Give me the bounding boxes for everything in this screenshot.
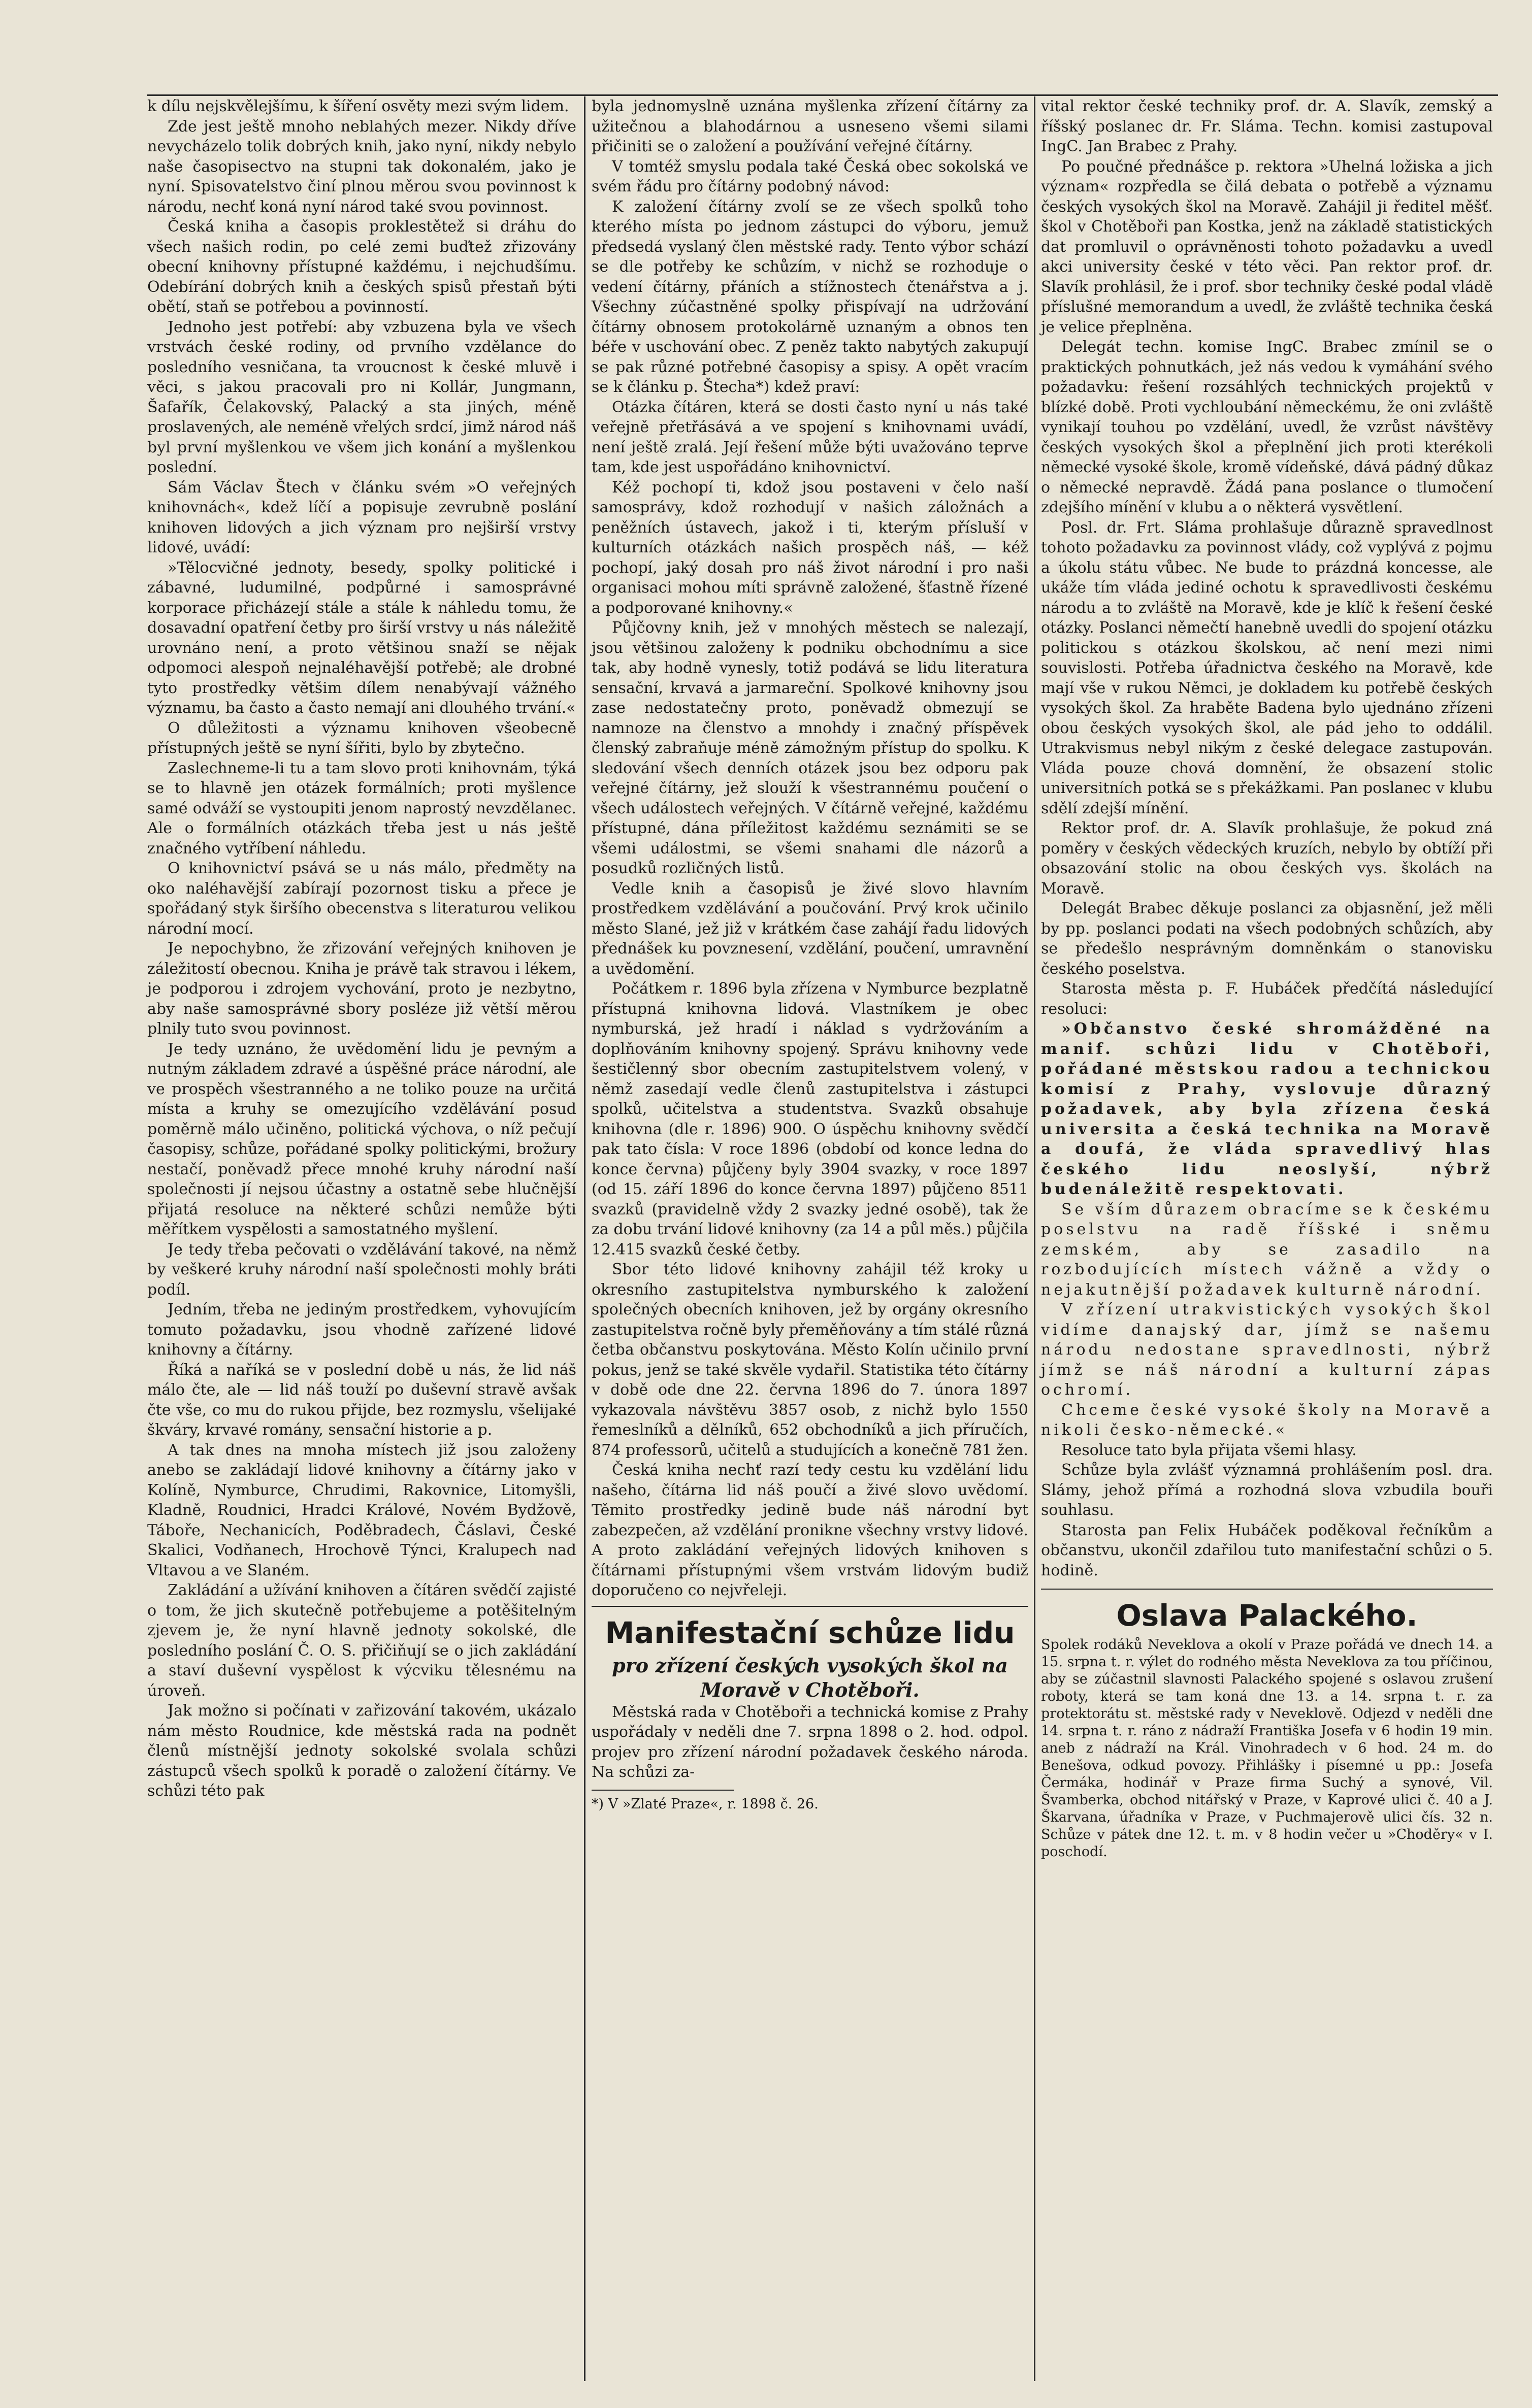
col3-paragraph: Delegát Brabec děkuje poslanci za objasnění, jež měli by pp. poslanci podati na všech podobných schůzích, aby se předešlo nesprávným domněnkám o stanovisku českého poselstva.: [1041, 900, 1493, 978]
col1-paragraph: O knihovnictví psává se u nás málo, předměty na oko naléhavější zabírají pozornost tisku a přece je spořádaný styk širšího obecenstva s literaturou velikou národní mocí.: [147, 860, 576, 938]
col1-paragraph: Je tedy uznáno, že uvědomění lidu je pevným a nutným základem zdravé a úspěšné práce národní, ale ve prospěch všestranného a ne toliko pouze na určitá místa a kruhy se omezujícího vzdělávání posud poměrně málo učiněno, politická výchova, o níž pečují časopisy, schůze, pořádané spolky politickými, brožury nestačí, poněvadž přece mnohé kruhy národní naší společnosti jí nejsou účastny a ostatně sebe hlučnější přijatá resoluce na některé schůzi nemůže býti měřítkem vyspělosti a samostatného myšlení.: [147, 1040, 576, 1238]
col2-paragraph: Kéž pochopí ti, kdož jsou postaveni v čelo naší samosprávy, kdož rozhodují v našich záložnách a peněžních ústavech, jakož i ti, kterým přísluší v kulturních otázkách našich prospěch náš, — kéž pochopí, jaký dosah pro náš život národní i pro naši organisaci mohou míti správně založené, šťastně řízené a podporované knihovny.«: [592, 478, 1028, 617]
col1-paragraph: Jednoho jest potřebí: aby vzbuzena byla ve všech vrstvách české rodiny, od prvního vzdělance do posledního vesničana, ta vroucnost k české mluvě i věci, s jakou pracovali pro ni Kollár, Jungmann, Šafařík, Čelakovský, Palacký a sta jiných, méně proslavených, ale neméně vřelých srdcí, jimž národ náš byl první myšlenkou ve všem jich konání a myšlenkou poslední.: [147, 318, 576, 476]
palacky-text: Spolek rodáků Neveklova a okolí v Praze pořádá ve dnech 14. a 15. srpna t. r. výlet do rodného města Neveklova za tou příčinou, aby se zúčastnil slavnosti Palackého spojené s oslavou zrušení roboty, která se tam koná dne 13. a 14. srpna t. r. za protektorátu st. městské rady v Neveklově. Odjezd v neděli dne 14. srpna t. r. ráno z nádraží Františka Josefa v 6 hodin 19 min. aneb z nádraží na Král. Vinohradech v 6 hod. 24 m. do Benešova, odkud povozy. Přihlášky i písemné u pp.: Josefa Čermáka, hodinář v Praze firma Suchý a synové, Vil. Švamberka, obchod nitářský v Praze, v Kaprové ulici č. 40 a J. Škarvana, úřadníka v Praze, v Puchmajerově ulici čís. 32 n. Schůze v pátek dne 12. t. m. v 8 hodin večer u »Choděry« v I. poschodí.: [1041, 1637, 1493, 1860]
section-rule-3: [1041, 1589, 1493, 1590]
col2-paragraph: Otázka čítáren, která se dosti často nyní u nás také veřejně přetřásává a ve spojení s knihovnami uvádí, není ještě zralá. Její řešení může býti uvažováno teprve tam, kde jest uspořádáno knihovnictví.: [592, 398, 1028, 476]
col1-paragraph: Jedním, třeba ne jediným prostředkem, vyhovujícím tomuto požadavku, jsou vhodně zařízené lidové knihovny a čítárny.: [147, 1301, 576, 1359]
col1-paragraph: Zakládání a užívání knihoven a čítáren svědčí zajisté o tom, že jich skutečně potřebujeme a potěšitelným zjevem je, že nyní hlavně jednoty sokolské, dle posledního poslání Č. O. S. přičiňují se o jich zakládání a staví duševní vyspělost k výcviku tělesnému na úroveň.: [147, 1581, 576, 1700]
col2-paragraph: V tomtéž smyslu podala také Česká obec sokolská ve svém řádu pro čítárny podobný návod:: [592, 157, 1028, 195]
col3-paragraph: Posl. dr. Frt. Sláma prohlašuje důrazně spravedlnost tohoto požadavku za povinnost vlády, což vyplývá z pojmu a úkolu státu vůbec. Ne bude to prázdná koncesse, ale ukáže tím vláda jediné ochotu k spravedlivosti českému národu a to zvláště na Moravě, kde je klíč k řešení české otázky. Poslanci němečtí hanebně uvedli do spojení otázku politickou s otázkou školskou, ač není mezi nimi souvislosti. Potřeba úřadnictva českého na Moravě, kde mají vše v rukou Němci, je dokladem ku potřebě českých vysokých škol. Za hraběte Badena bylo ujednáno zřízeni obou českých vysokých škol, ale pád jeho to oddálil. Utrakvismus nebyl nikým z české delegace zastupován. Vláda pouze chová domnění, že obsazení stolic universitních potká se s překážkami. Pan poslanec v klubu sdělí zdejší mínění.: [1041, 518, 1493, 817]
col2-paragraph: byla jednomyslně uznána myšlenka zřízení čítárny za užitečnou a blahodárnou a usneseno všemi silami přičiniti se o založení a používání veřejné čítárny.: [592, 97, 1028, 155]
col3-paragraph: Starosta města p. F. Hubáček předčítá následující resoluci:: [1041, 980, 1493, 1018]
col1-paragraph: A tak dnes na mnoha místech již jsou založeny anebo se zakládají lidové knihovny a čítárny jako v Kolíně, Nymburce, Chrudimi, Rakovnice, Litomyšli, Kladně, Roudnici, Hradci Králové, Novém Bydžově, Táboře, Nechanicích, Poděbradech, Čáslavi, České Skalici, Vodňanech, Hrochově Týnci, Kralupech nad Vltavou a ve Slaném.: [147, 1441, 576, 1579]
col1-paragraph: Říká a naříká se v poslední době u nás, že lid náš málo čte, ale — lid náš touží po duševní stravě avšak čte vše, co mu do rukou přijde, bez rozmyslu, všelijaké škváry, krvavé romány, sensační historie a p.: [147, 1361, 576, 1439]
column-2: [592, 96, 1028, 1813]
col3-paragraph: Se vším důrazem obracíme se k českému poselstvu na radě říšské i sněmu zemském, aby se zasadilo na rozbodujících místech vážně a vždy o nejakutnější požadavek kulturně národní.: [1041, 1200, 1493, 1299]
section-rule: [592, 1606, 1028, 1607]
footnote-rule: [592, 1790, 734, 1791]
col2-paragraph: Sbor této lidové knihovny zahájil též kroky u okresního zastupitelstva nymburského k založení společných obecních knihoven, jež by orgány okresního zastupitelstva ročně byly přeměňovány a tím stálé různá četba občanstvu poskytována. Město Kolín učinilo první pokus, jenž se také skvěle vydařil. Statistika této čítárny v době ode dne 22. června 1896 do 7. února 1897 vykazovala návštěvu 3857 osob, z nichž bylo 1550 řemeslníků a dělníků, 652 obchodníků a jich příručích, 874 professorů, učitelů a studujících a konečně 781 žen.: [592, 1261, 1029, 1459]
col1-paragraph: Je tedy třeba pečovati o vzdělávání takové, na němž by veškeré kruhy národní naší společnosti mohly bráti podíl.: [147, 1240, 576, 1299]
col2-paragraph: Půjčovny knih, jež v mnohých městech se nalezají, jsou většinou založeny k podniku obchodnímu a sice tak, aby hodně vynesly, totiž podává se lidu literatura sensační, krvavá a jarmareční. Spolkové knihovny jsou zase nedostatečny proto, poněvadž obmezují se namnoze na členstvo a mnohdy i značný příspěvek členský zabraňuje méně zámožným přístup do spolku. K sledování všech denních otázek jsou bez odporu pak veřejné čítárny, jež slouží k všestrannému poučení o všech událostech veřejných. V čítárně veřejné, každému přístupné, dána příležitost každému seznámiti se se všemi událostmi, se všemi snahami dle názorů a posudků rozličných listů.: [592, 619, 1028, 877]
article-subheading: pro zřízení českých vysokých škol na Moravě v Chotěboři.: [612, 1654, 1008, 1701]
col1-paragraph: Jak možno si počínati v zařizování takovém, ukázalo nám město Roudnice, kde městská rada na podnět členů místnější jednoty sokolské svolala schůzi zástupců všech spolků k poradě o založení čítárny. Ve schůzi této pak: [147, 1702, 576, 1800]
palacky-heading: Oslava Palackého.: [1116, 1598, 1418, 1633]
top-rule: [147, 94, 1498, 96]
col2-paragraph: K založení čítárny zvolí se ze všech spolků toho kterého místa po jednom zástupci do výboru, jemuž předsedá vyslaný člen městské rady. Tento výbor schází se dle potřeby ke schůzím, v nichž se rozhoduje o vedení čítárny, přáních a stížnostech čtenářstva a j. Všechny zúčastněné spolky přispívají na udržování čítárny obnosem protokolárně uznaným a obnos ten béře v uschování obec. Z peněz takto nabytých zakupují se pak různé potřebné časopisy a spisy. A opět vracím se k článku p. Štecha*) kdež praví:: [592, 197, 1028, 396]
column-3: [1041, 96, 1493, 1861]
col3-paragraph: vital rektor české techniky prof. dr. A. Slavík, zemský a říšský poslanec dr. Fr. Sláma. Techn. komisi zastupoval IngC. Jan Brabec z Prahy.: [1041, 97, 1493, 155]
col3-paragraph: Po poučné přednášce p. rektora »Uhelná ložiska a jich význam« rozpředla se čilá debata o potřebě a významu českých vysokých škol na Moravě. Zahájil ji ředitel měšť. škol v Chotěboři pan Kostka, jenž na základě statistických dat promluvil o oprávněnosti tohoto požadavku a uvedl akci university české v této věci. Pan rektor prof. dr. Slavík prohlásil, že i prof. sbor techniky české podal vládě příslušné memorandum a uvedl, že zvláště technika česká je velice přeplněna.: [1041, 157, 1493, 336]
col1-paragraph: k dílu nejskvělejšímu, k šíření osvěty mezi svým lidem.: [147, 97, 569, 115]
col3-paragraph: V zřízení utrakvistických vysokých škol vidíme danajský dar, jímž se našemu národu nedostane spravedlnosti, nýbrž jímž se náš národní a kulturní zápas ochromí.: [1041, 1301, 1493, 1399]
column-divider-2: [1034, 96, 1035, 2381]
column-3-body: [1041, 96, 1493, 1580]
col1-paragraph: Česká kniha a časopis proklestětež si dráhu do všech našich rodin, po celé zemi buďtež zřizovány obecní knihovny přístupné každému, i nejchudšímu. Odebírání dobrých knih a českých spisů přestaň býti obětí, staň se potřebou a povinností.: [147, 218, 576, 316]
col2-paragraph: Vedle knih a časopisů je živé slovo hlavním prostředkem vzdělávání a poučování. Prvý krok učinilo město Slané, jež již v krátkém čase zahájí řadu lidových přednášek ku povznesení, vzdělání, poučení, umravnění a uvědomění.: [592, 879, 1028, 978]
article-heading: Manifestační schůze lidu: [605, 1615, 1015, 1650]
col3-paragraph: Delegát techn. komise IngC. Brabec zmínil se o praktických pohnutkách, jež nás vedou k vymáhání svého požadavku: řešení rozsáhlých technických projektů v blízké době. Proti vychloubání německému, že oni zvláště vynikají touhou po vzdělání, uvedl, že vzrůst návštěvy českých vysokých škol a přeplnění jich proti kterékoli německé vysoké škole, kromě vídeňské, dává pádný důkaz o německé nepravdě. Žádá pana poslance o tlumočení zdejšího mínění v klubu a o některá vysvětlení.: [1041, 338, 1493, 516]
col3-paragraph: Starosta pan Felix Hubáček poděkoval řečníkům a občanstvu, ukončil zdařilou tuto manifestační schůzi o 5. hodině.: [1041, 1521, 1493, 1579]
col3-paragraph: Resoluce tato byla přijata všemi hlasy.: [1061, 1441, 1357, 1459]
col2-paragraph: Počátkem r. 1896 byla zřízena v Nymburce bezplatně přístupná knihovna lidová. Vlastníkem je obec nymburská, jež hradí i náklad s vydržováním a doplňováním knihovny spojený. Správu knihovny vede šestičlenný sbor obecním zastupitelstvem volený, v němž zasedají vedle členů zastupitelstva i zástupci spolků, učitelstva a studentstva. Svazků obsahuje knihovna (dle r. 1896) 900. O úspěchu knihovny svědčí pak tato čísla: V roce 1896 (období od konce ledna do konce června) půjčeny byly 3904 svazky, v roce 1897 (od 15. září 1896 do konce června 1897) půjčeno 8511 svazků (pravidelně vždy 2 svazky jedné osobě), tak že za dobu trvání lidové knihovny (za 14 a půl měs.) půjčila 12.415 svazků české četby.: [592, 980, 1028, 1259]
col3-paragraph: Rektor prof. dr. A. Slavík prohlašuje, že pokud zná poměry v českých vědeckých kruzích, nebylo by obtíží při obsazování stolic na obou českých vys. školách na Moravě.: [1041, 819, 1493, 898]
col1-paragraph: »Tělocvičné jednoty, besedy, spolky politické i zábavné, ludumilné, podpůrné i samosprávné korporace přicházejí stále a stále k náhledu tomu, že dosavadní opatření četby pro širší vrstvy u nás náležitě urovnáno není, a proto většinou snaží se nějak odpomoci alespoň nejnaléhavější potřebě; ale drobné tyto prostředky většim dílem nenabývají vážného významu, ba často a často nemají ani dlouhého trvání.«: [147, 558, 576, 717]
col2-paragraph: Česká kniha nechť razí tedy cestu ku vzdělání lidu našeho, čítárna lid náš poučí a živé slovo uvědomí. Těmito prostředky jedině bude náš národní byt zabezpečen, až vzdělání pronikne všechny vrstvy lidové. A proto zakládání veřejných lidových knihoven s čítárnami přístupnými všem vrstvám lidovým budiž doporučeno co nejvřeleji.: [592, 1461, 1028, 1599]
col3-paragraph: Chceme české vysoké školy na Moravě a nikoli česko-německé.«: [1041, 1401, 1493, 1439]
col1-paragraph: Zde jest ještě mnoho neblahých mezer. Nikdy dříve nevycházelo tolik dobrých knih, jako nyní, nikdy nebylo naše časopisectvo na stupni tak dokonalém, jako je nyní. Spisovatelstvo činí plnou měrou svou povinnost k národu, nechť koná nyní národ také svou povinnost.: [147, 117, 576, 216]
col1-paragraph: O důležitosti a významu knihoven všeobecně přístupných ještě se nyní šířiti, bylo by zbytečno.: [147, 719, 576, 757]
col3-paragraph: Schůze byla zvlášť významná prohlášením posl. dra. Slámy, jehož přímá a rozhodná slova vzbudila bouři souhlasu.: [1041, 1461, 1493, 1519]
column-2-body: [592, 96, 1028, 1601]
footnote: *) V »Zlaté Praze«, r. 1898 č. 26.: [592, 1796, 819, 1812]
column-divider-1: [584, 96, 585, 2381]
article-body: [592, 1702, 1028, 1783]
column-1: [147, 96, 576, 1801]
col1-paragraph: Sám Václav Štech v článku svém »O veřejných knihovnách«, kdež líčí a popisuje zevrubně poslání knihoven lidových a jich význam pro nejširší vrstvy lidové, uvádí:: [147, 478, 576, 556]
col2_after-paragraph: Městská rada v Chotěboři a technická komise z Prahy uspořádaly v neděli dne 7. srpna 1898 o 2. hod. odpol. projev pro zřízení národní požadavek českého národa. Na schůzi za-: [592, 1703, 1028, 1781]
col3-paragraph: »Občanstvo české shromážděné na manif. schůzi lidu v Chotěboři, pořádané městskou radou a technickou komisí z Prahy, vyslovuje důrazný požadavek, aby byla zřízena česká universita a česká technika na Moravě a doufá, že vláda spravedlivý hlas českého lidu neoslyší, nýbrž budenáležitě respektovati.: [1041, 1020, 1493, 1198]
col1-paragraph: Zaslechneme-li tu a tam slovo proti knihovnám, týká se to hlavně jen otázek formálních; proti myšlence samé odváží se vystoupiti jenom naprostý nevzdělanec. Ale o formálních otázkách třeba jest u nás ještě značného vytříbení náhledu.: [147, 759, 576, 857]
col1-paragraph: Je nepochybno, že zřizování veřejných knihoven je záležitostí obecnou. Kniha je právě tak stravou i lékem, je podporou i zdrojem vychování, proto je nezbytno, aby naše samosprávné sbory posléze již větší měrou plnily tuto svou povinnost.: [147, 940, 576, 1038]
